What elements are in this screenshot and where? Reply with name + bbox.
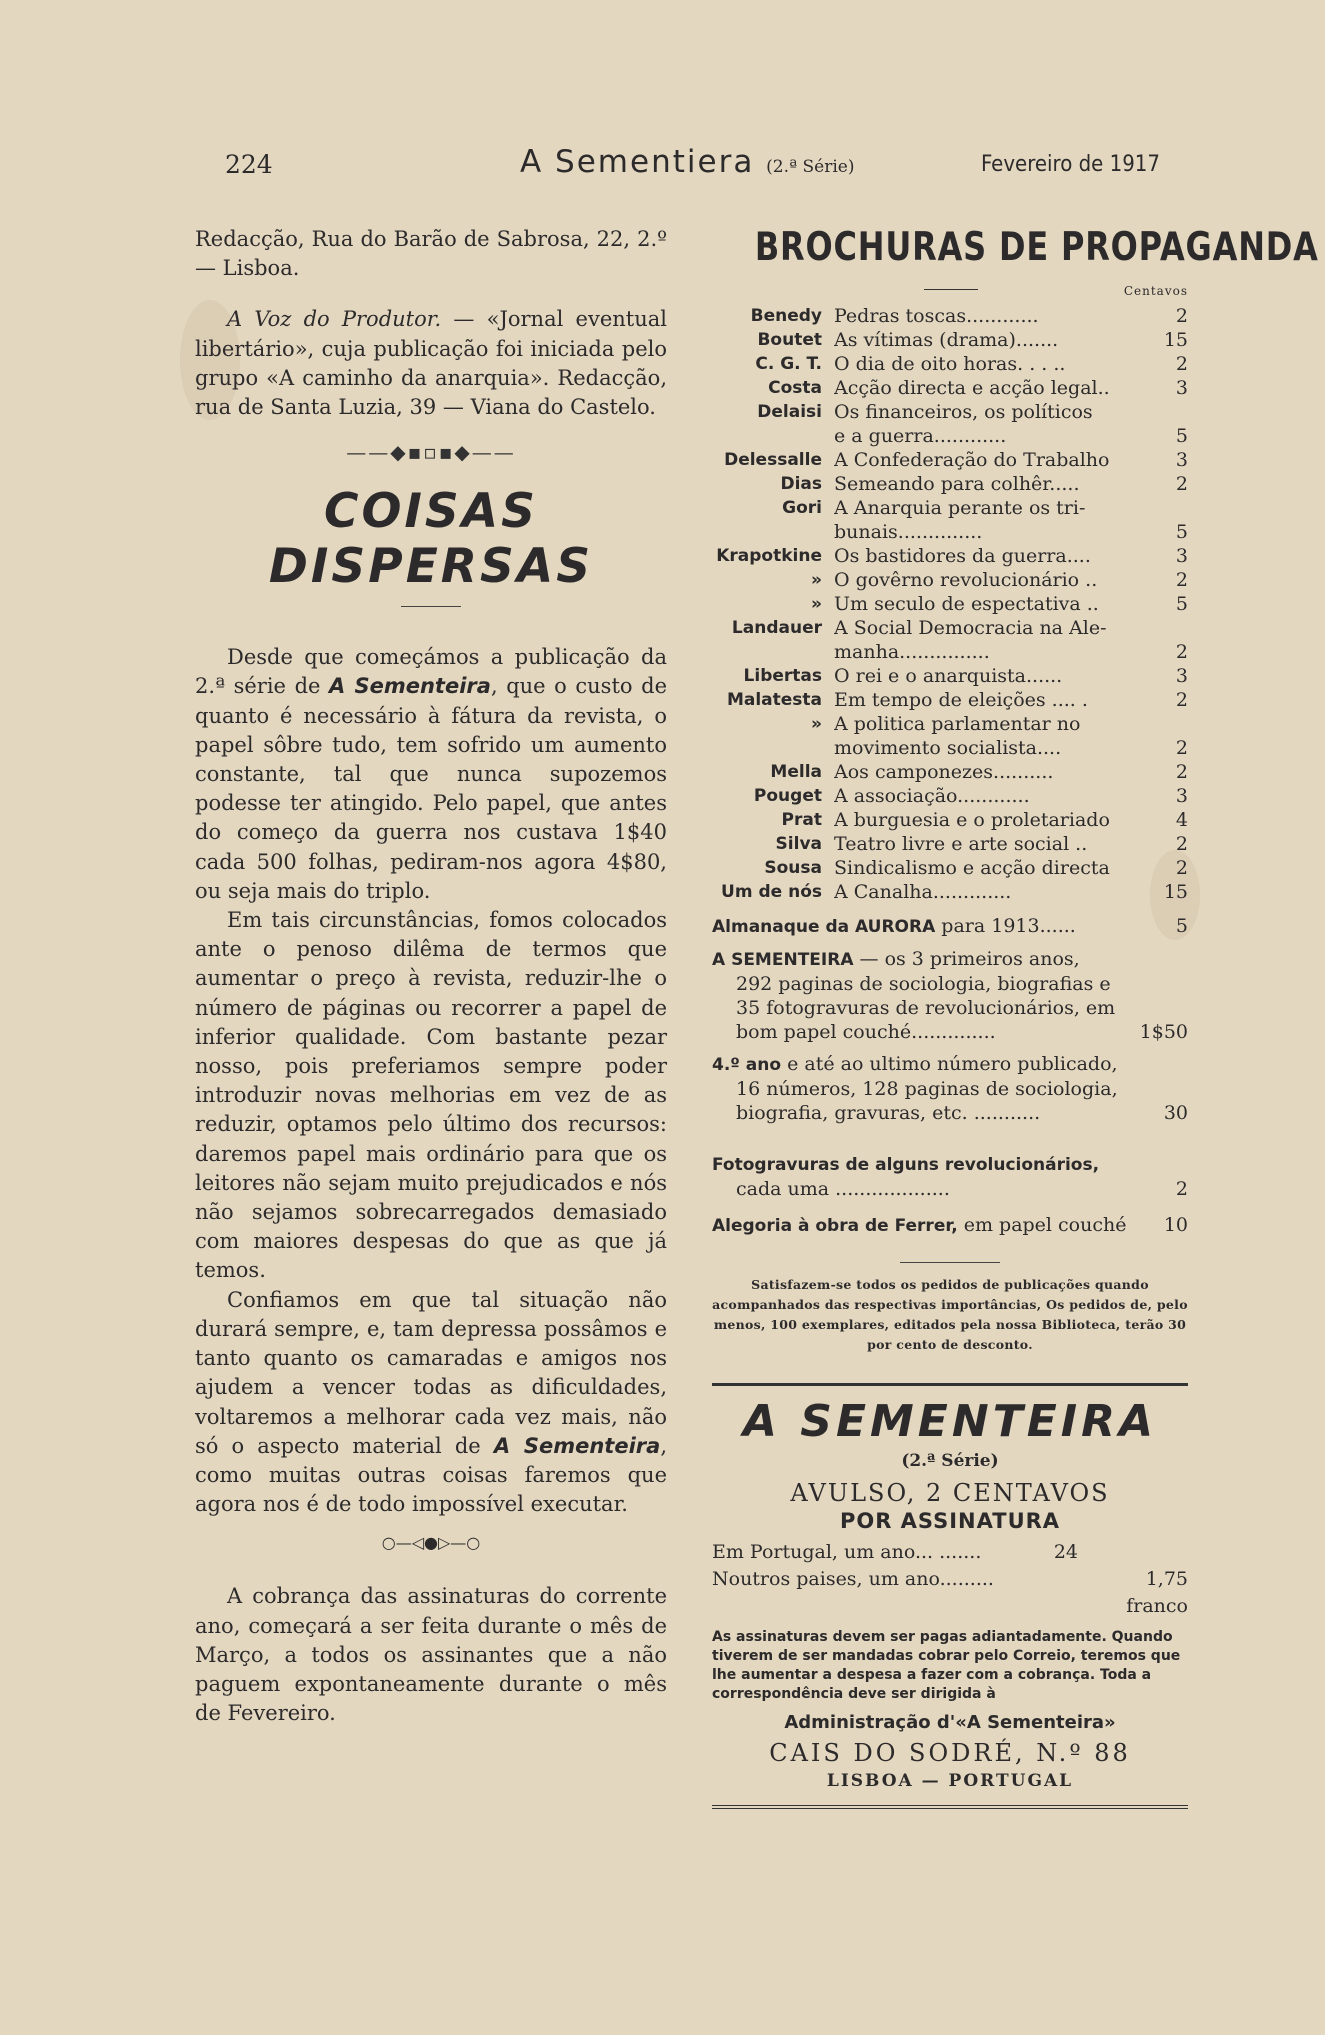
brochure-row: [712, 664, 1188, 688]
city-line: LISBOA — PORTUGAL: [826, 1771, 1074, 1791]
voz-do-produtor-notice: A Voz do Produtor. — «Jornal eventual libertário», cuja publicação foi iniciada pelo grupo «A caminho da anarquia». Redacção, rua de Santa Luzia, 39 — Viana do Castelo.: [195, 307, 667, 420]
brochure-author: Silva: [775, 834, 822, 854]
publication-name: A Voz do Produtor.: [227, 307, 442, 332]
brochure-row: [712, 688, 1188, 712]
brochure-row: [712, 760, 1188, 784]
brochure-author: Um de nós: [721, 882, 822, 902]
brochure-author: [712, 640, 834, 664]
brochure-row: [712, 400, 1188, 424]
brochure-row: [712, 328, 1188, 352]
brochure-author: C. G. T.: [755, 354, 822, 374]
brochure-row: [712, 520, 1188, 544]
page-header: [225, 144, 1160, 190]
journal-title: A Sementiera (2.ª Série): [520, 144, 855, 180]
brochure-title: A politica parlamentar no: [834, 713, 1081, 735]
brochure-title: As vítimas (drama).......: [834, 329, 1059, 351]
orders-notice: Satisfazem-se todos os pedidos de publicações quando acompanhados das respectivas importâncias, Os pedidos de, pelo menos, 100 exemplares, editados pela nossa Biblioteca, terão 30 por cento de desconto.: [712, 1277, 1188, 1352]
brochure-title: Teatro livre e arte social ..: [834, 833, 1088, 855]
brochure-row: [712, 616, 1188, 640]
ornamental-divider: ——◆▪▫▪◆——: [346, 440, 516, 465]
article-paragraph: Em tais circunstâncias, fomos colocados ante o penoso dilêma de termos que aumentar o preço à revista, reduzir-lhe o número de páginas ou recorrer a papel de inferior qualidade. Com bastante pezar nosso, pois preferiamos sempre poder introduzir novas melhorias em vez de as reduzir, optamos pelo último dos recursos: daremos papel mais ordinário para que os leitores não sejam muito prejudicados e nós não sejamos sobrecarregados demasiado com maiores despesas do que as que já temos.: [195, 908, 667, 1283]
subscription-abroad: Noutros paises, um ano......... 1,75 franco: [712, 1568, 1188, 1617]
brochure-row: [712, 808, 1188, 832]
brochure-author: »: [811, 594, 822, 614]
brochure-price: 5: [1175, 593, 1188, 615]
brochure-author: Libertas: [743, 666, 822, 686]
brochure-row: [712, 832, 1188, 856]
brochure-row: [712, 472, 1188, 496]
brochure-price: 2: [1175, 641, 1188, 663]
brochure-price: 5: [1175, 521, 1188, 543]
brochure-author: Dias: [780, 474, 822, 494]
brochure-author: »: [811, 714, 822, 734]
brochure-title: O rei e o anarquista......: [834, 665, 1063, 687]
brochure-row: [712, 376, 1188, 400]
brochure-row: [712, 880, 1188, 904]
brochure-title: Semeando para colhêr.....: [834, 473, 1080, 495]
almanaque-entry: Almanaque da AURORA para 1913...... 5: [712, 915, 1188, 937]
brochure-price: 15: [1163, 329, 1188, 351]
brochure-row: [712, 568, 1188, 592]
brochure-title: A Confederação do Trabalho: [834, 449, 1110, 471]
centavos-label: Centavos: [1123, 284, 1188, 298]
bottom-rule: [712, 1805, 1188, 1809]
brochure-author: Sousa: [764, 858, 822, 878]
brochure-price: 4: [1175, 809, 1188, 831]
brochure-author: [712, 736, 834, 760]
brochure-author: »: [811, 570, 822, 590]
brochure-price: 2: [1175, 761, 1188, 783]
redaccao-address: Redacção, Rua do Barão de Sabrosa, 22, 2.º — Lisboa.: [195, 227, 667, 281]
article-paragraph: A cobrança das assinaturas do corrente ano, começará a ser feita durante o mês de Março, a todos os assinantes que a não paguem expontaneamente durante o mês de Fevereiro.: [195, 1584, 667, 1726]
brochure-row: [712, 640, 1188, 664]
brochuras-subheader: [712, 278, 1188, 304]
short-rule: [401, 606, 461, 607]
brochure-author: Benedy: [750, 306, 822, 326]
brochure-author: Krapotkine: [716, 546, 822, 566]
brochure-title: Em tempo de eleições .... .: [834, 689, 1088, 711]
brochure-author: Prat: [781, 810, 822, 830]
brochure-price: [1148, 712, 1188, 736]
thick-rule: [712, 1383, 1188, 1386]
subscription-notice: As assinaturas devem ser pagas adiantadamente. Quando tiverem de ser mandadas cobrar pelo Correio, teremos que lhe aumentar a despesa a fazer com a cobrança. Toda a correspondência deve ser dirigida à: [712, 1629, 1181, 1702]
por-assinatura-heading: POR ASSINATURA: [839, 1509, 1061, 1533]
brochuras-title: BROCHURAS DE PROPAGANDA: [754, 225, 1319, 270]
issue-date: Fevereiro de 1917: [980, 152, 1160, 177]
administration-line: Administração d'«A Sementeira»: [784, 1712, 1116, 1733]
brochure-row: [712, 304, 1188, 328]
brochure-title: bunais..............: [834, 521, 983, 543]
brochure-author: [712, 424, 834, 448]
brochure-author: Landauer: [731, 618, 822, 638]
brochure-price: [1148, 400, 1188, 424]
ad-serie: (2.ª Série): [901, 1451, 999, 1471]
brochure-price: 2: [1175, 833, 1188, 855]
brochure-list: [712, 304, 1188, 904]
brochure-title: Sindicalismo e acção directa: [834, 857, 1110, 879]
short-rule: [900, 1262, 1000, 1263]
brochure-title: A Social Democracia na Ale-: [834, 617, 1107, 639]
brochure-author: [712, 520, 834, 544]
journal-name: A Sementeira: [493, 1433, 661, 1458]
brochure-price: 2: [1175, 857, 1188, 879]
brochure-price: 3: [1175, 449, 1188, 471]
brochure-row: [712, 424, 1188, 448]
brochure-title: A burguesia e o proletariado: [834, 809, 1110, 831]
brochure-price: 2: [1175, 353, 1188, 375]
brochure-title: movimento socialista....: [834, 737, 1062, 759]
brochure-price: 2: [1175, 569, 1188, 591]
brochure-author: Boutet: [757, 330, 822, 350]
brochure-row: [712, 856, 1188, 880]
brochure-title: A Canalha.............: [834, 881, 1012, 903]
brochure-row: [712, 712, 1188, 736]
brochure-row: [712, 592, 1188, 616]
brochure-author: Costa: [768, 378, 822, 398]
brochure-title: Os financeiros, os políticos: [834, 401, 1093, 423]
brochure-price: 5: [1175, 425, 1188, 447]
subscription-portugal: Em Portugal, um ano... ....... 24: [712, 1541, 1078, 1563]
brochure-title: Um seculo de espectativa ..: [834, 593, 1099, 615]
brochure-title: A associação............: [834, 785, 1030, 807]
fotogravuras-entry: Fotogravuras de alguns revolucionários, cada uma ................... 2: [712, 1155, 1188, 1200]
journal-serie: (2.ª Série): [766, 157, 855, 177]
fourth-year-entry: 4.º ano e até ao ultimo número publicado, 16 números, 128 paginas de sociologia, biografia, gravuras, etc. ........... 30: [712, 1053, 1188, 1124]
address-line: CAIS DO SODRÉ, N.º 88: [769, 1739, 1131, 1767]
right-column: [712, 225, 1319, 1809]
brochure-price: 2: [1175, 305, 1188, 327]
brochure-price: 3: [1175, 785, 1188, 807]
brochure-row: [712, 784, 1188, 808]
brochure-price: 15: [1163, 881, 1188, 903]
brochure-title: O dia de oito horas. . . ..: [834, 353, 1066, 375]
brochure-price: 3: [1175, 665, 1188, 687]
short-rule: [924, 289, 978, 290]
left-column: [195, 225, 667, 1728]
brochure-title: A Anarquia perante os tri-: [834, 497, 1086, 519]
brochure-title: manha...............: [834, 641, 990, 663]
brochure-title: Os bastidores da guerra....: [834, 545, 1091, 567]
small-ornament: ○—◁●▷—○: [381, 1533, 481, 1553]
brochure-row: [712, 496, 1188, 520]
brochure-row: [712, 448, 1188, 472]
brochure-price: 2: [1175, 473, 1188, 495]
sementeira-bundle-entry: A SEMENTEIRA — os 3 primeiros anos, 292 paginas de sociologia, biografias e 35 fotogravuras de revolucionários, em bom papel couché.............. 1$50: [712, 948, 1188, 1043]
ad-title: A SEMENTEIRA: [742, 1396, 1158, 1447]
brochure-author: Mella: [770, 762, 822, 782]
brochure-author: Delaisi: [757, 402, 822, 422]
brochure-row: [712, 736, 1188, 760]
brochure-price: 3: [1175, 377, 1188, 399]
brochure-price: 3: [1175, 545, 1188, 567]
alegoria-entry: Alegoria à obra de Ferrer, em papel couché 10: [712, 1214, 1188, 1236]
brochure-row: [712, 544, 1188, 568]
brochure-author: Gori: [782, 498, 822, 518]
avulso-price: AVULSO, 2 CENTAVOS: [790, 1479, 1110, 1507]
brochure-title: e a guerra............: [834, 425, 1007, 447]
article-paragraph: Desde que começámos a publicação da 2.ª série de A Sementeira, que o custo de quanto é necessário à fátura da revista, o papel sôbre tudo, tem sofrido um aumento constante, tal que nunca supozemos podesse ter atingido. Pelo papel, que antes do começo da guerra nos custava 1$40 cada 500 folhas, pediram-nos agora 4$80, ou seja mais do triplo.: [195, 645, 667, 903]
section-title: COISAS DISPERSAS: [268, 484, 594, 595]
brochure-title: O govêrno revolucionário ..: [834, 569, 1098, 591]
brochure-author: Pouget: [753, 786, 822, 806]
brochure-row: [712, 352, 1188, 376]
brochure-price: 2: [1175, 689, 1188, 711]
brochure-title: Aos camponezes..........: [834, 761, 1054, 783]
brochure-price: [1148, 616, 1188, 640]
article-paragraph: Confiamos em que tal situação não durará sempre, e, tam depressa possâmos e tanto quanto os camaradas e amigos nos ajudem a vencer todas as dificuldades, voltaremos a melhorar cada vez mais, não só o aspecto material de A Sementeira, como muitas outras coisas faremos que agora nos é de todo impossível executar.: [195, 1287, 667, 1517]
brochure-author: Malatesta: [726, 690, 822, 710]
brochure-title: Pedras toscas............: [834, 305, 1039, 327]
brochure-price: 2: [1175, 737, 1188, 759]
page-number: 224: [225, 150, 273, 179]
journal-name: A Sementeira: [329, 674, 491, 699]
brochure-author: Delessalle: [724, 450, 822, 470]
brochure-title: Acção directa e acção legal..: [834, 377, 1110, 399]
brochure-price: [1148, 496, 1188, 520]
